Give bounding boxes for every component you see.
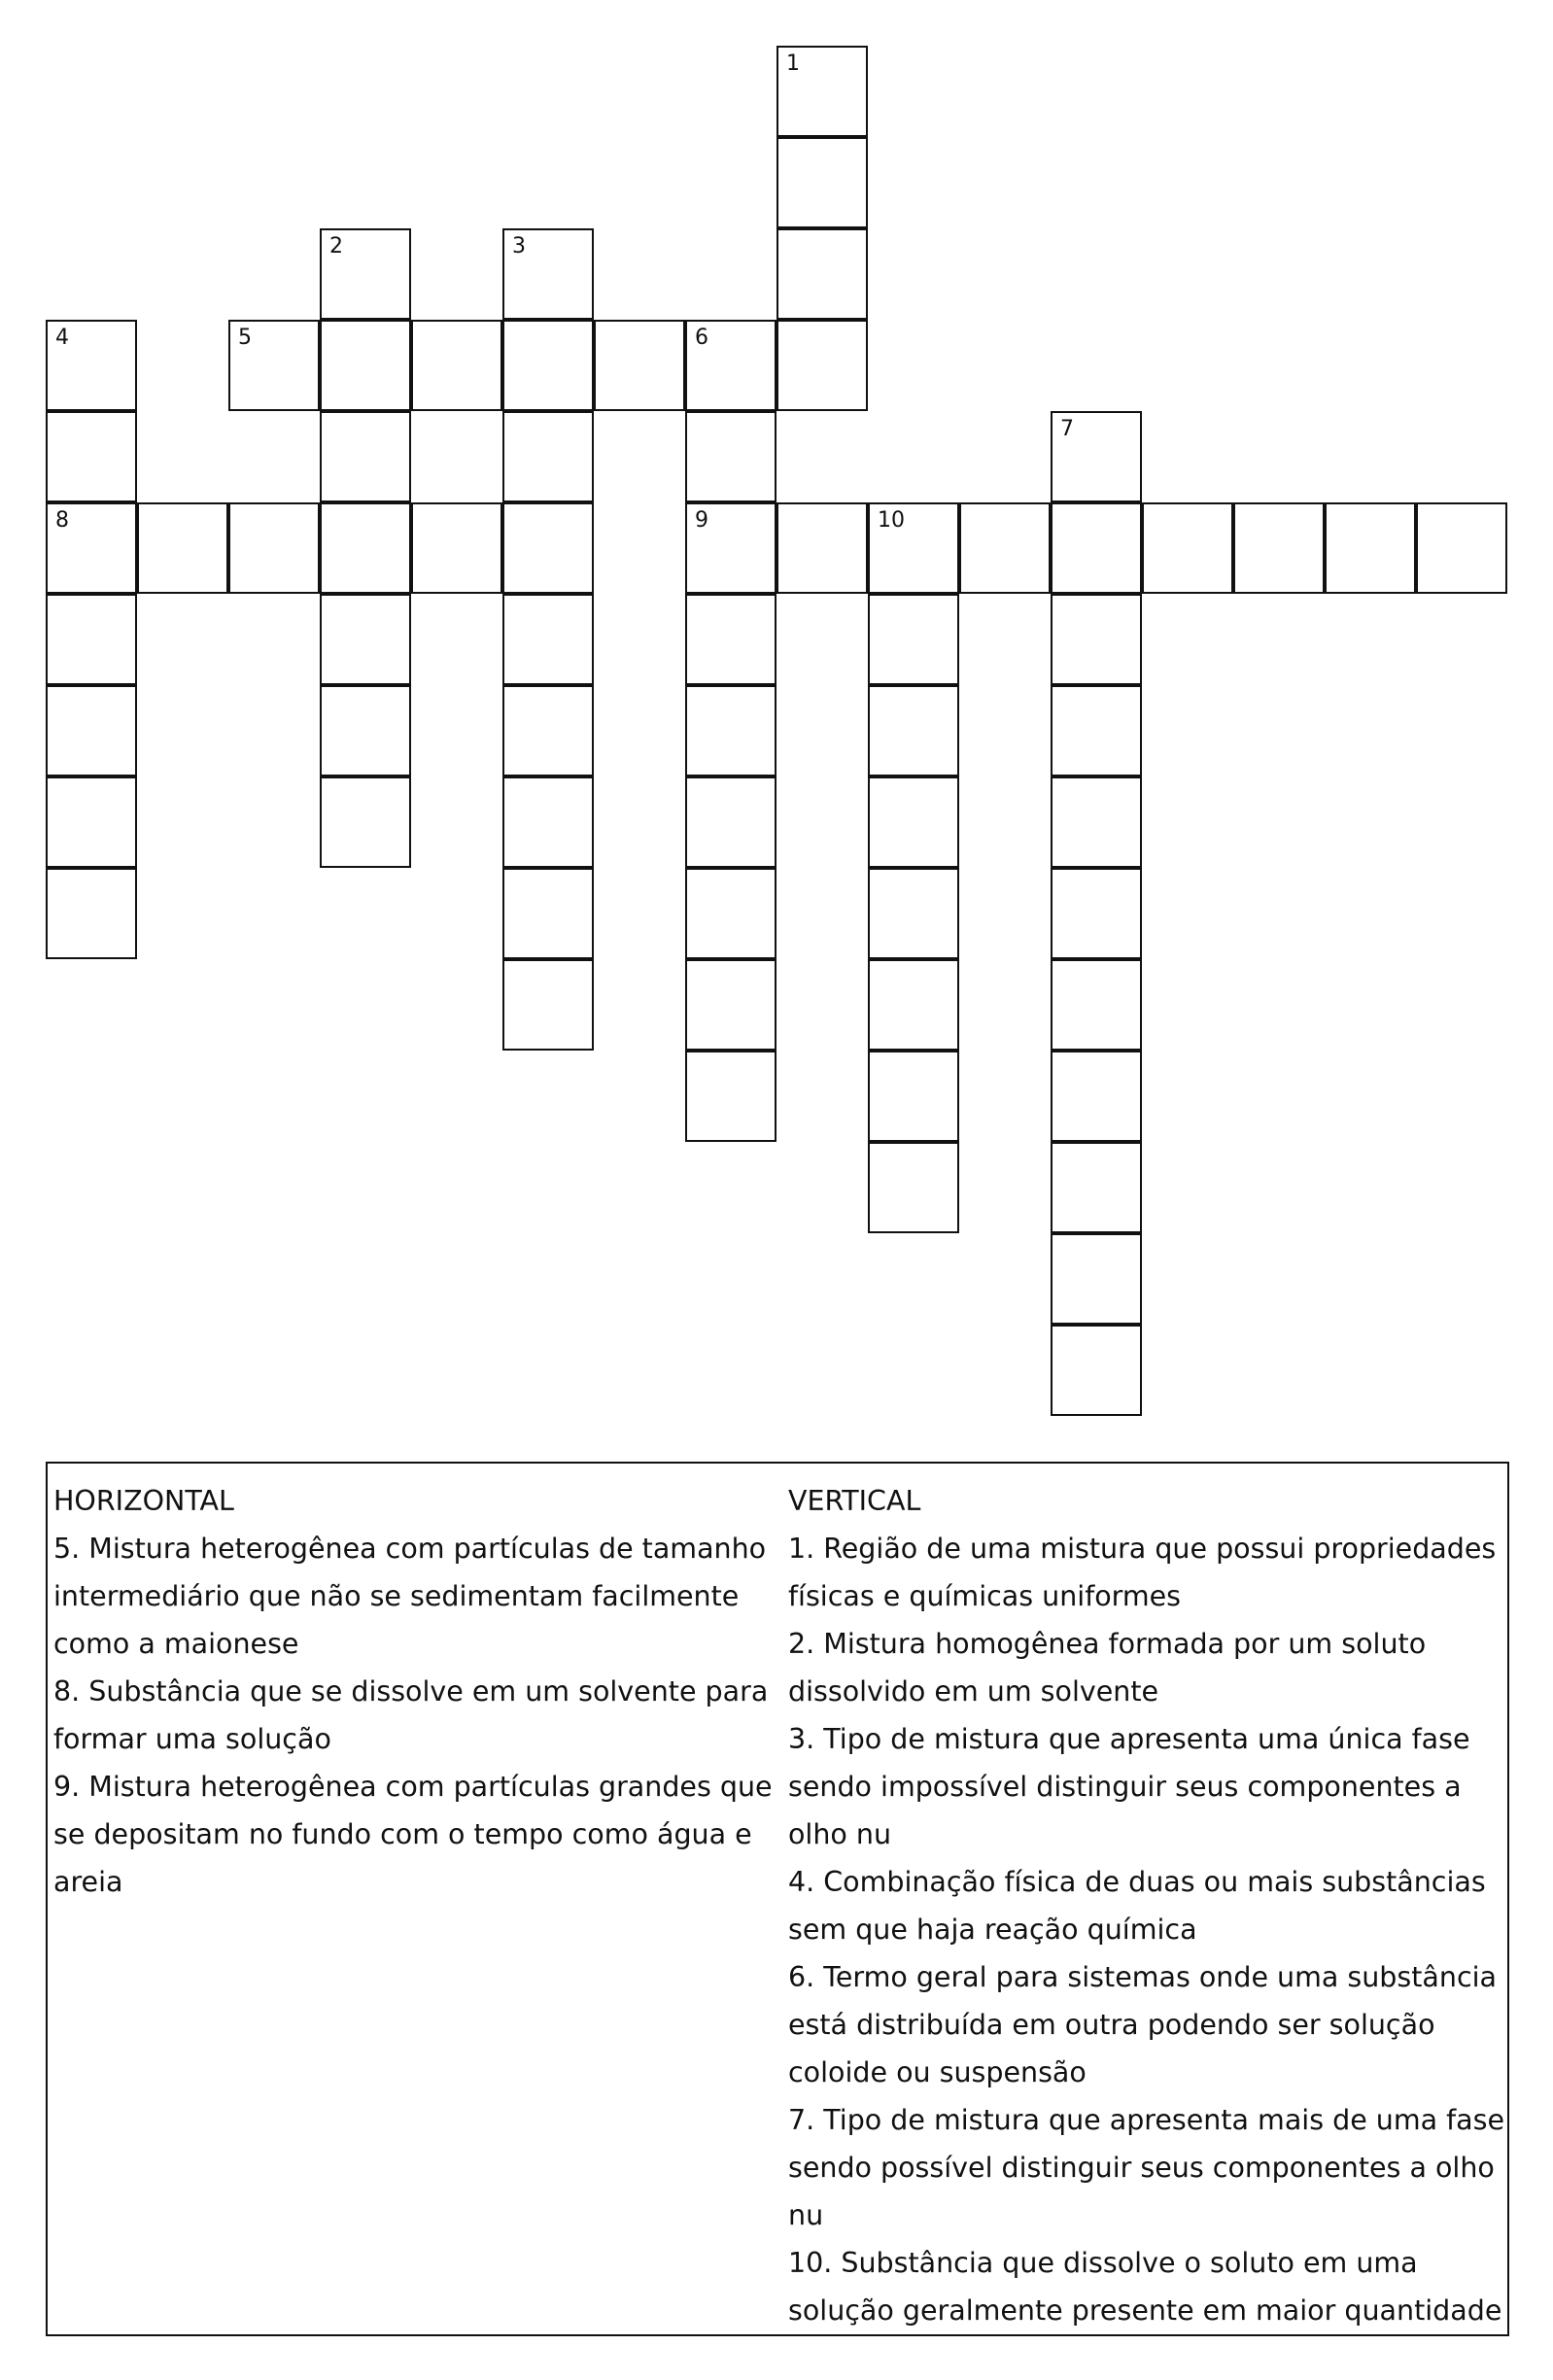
grid-cell[interactable]	[502, 685, 594, 776]
grid-cell[interactable]	[1051, 1051, 1142, 1142]
grid-cell[interactable]	[228, 320, 320, 411]
grid-cell[interactable]	[1051, 868, 1142, 959]
horizontal-heading: HORIZONTAL	[53, 1485, 234, 1517]
clues-box	[46, 1462, 1509, 2336]
grid-cell[interactable]	[868, 1142, 959, 1233]
grid-cell[interactable]	[320, 685, 411, 776]
clue-vertical-1: 1. Região de uma mistura que possui propriedades físicas e químicas uniformes	[788, 1533, 1497, 1612]
grid-cell[interactable]	[1051, 1325, 1142, 1416]
grid-cell[interactable]	[137, 502, 228, 594]
grid-cell[interactable]	[776, 228, 868, 320]
horizontal-clues	[53, 1477, 778, 1906]
grid-cell[interactable]	[868, 776, 959, 868]
clue-vertical-2: 2. Mistura homogênea formada por um soluto dissolvido em um solvente	[788, 1628, 1427, 1707]
clue-number: 2	[329, 234, 343, 259]
grid-cell[interactable]	[46, 868, 137, 959]
grid-cell[interactable]	[1051, 776, 1142, 868]
grid-cell[interactable]	[1051, 502, 1142, 594]
grid-cell[interactable]	[502, 502, 594, 594]
grid-cell[interactable]	[1051, 959, 1142, 1051]
grid-cell[interactable]	[776, 137, 868, 228]
clue-number: 4	[55, 326, 69, 350]
grid-cell[interactable]	[868, 502, 959, 594]
grid-cell[interactable]	[685, 776, 776, 868]
grid-cell[interactable]	[320, 776, 411, 868]
grid-cell[interactable]	[868, 594, 959, 685]
grid-cell[interactable]	[502, 959, 594, 1051]
grid-cell[interactable]	[685, 411, 776, 502]
clue-number: 7	[1060, 417, 1074, 441]
grid-cell[interactable]	[46, 685, 137, 776]
grid-cell[interactable]	[502, 594, 594, 685]
grid-cell[interactable]	[502, 411, 594, 502]
grid-cell[interactable]	[320, 228, 411, 320]
grid-cell[interactable]	[868, 1051, 959, 1142]
clue-horizontal-5: 5. Mistura heterogênea com partículas de tamanho intermediário que não se sedimentam facilmente como a maionese	[53, 1533, 767, 1660]
vertical-clues	[788, 1477, 1505, 2334]
grid-cell[interactable]	[594, 320, 685, 411]
clue-vertical-4: 4. Combinação física de duas ou mais substâncias sem que haja reação química	[788, 1866, 1486, 1946]
clue-vertical-10: 10. Substância que dissolve o soluto em uma solução geralmente presente em maior quantidade	[788, 2247, 1502, 2327]
grid-cell[interactable]	[685, 868, 776, 959]
clue-number: 5	[238, 326, 252, 350]
grid-cell[interactable]	[1051, 685, 1142, 776]
grid-cell[interactable]	[685, 594, 776, 685]
grid-cell[interactable]	[320, 320, 411, 411]
grid-cell[interactable]	[1051, 594, 1142, 685]
clue-vertical-6: 6. Termo geral para sistemas onde uma substância está distribuída em outra podendo ser solução coloide ou suspensão	[788, 1961, 1498, 2088]
grid-cell[interactable]	[685, 1051, 776, 1142]
grid-cell[interactable]	[320, 594, 411, 685]
grid-cell[interactable]	[1233, 502, 1325, 594]
clue-number: 6	[695, 326, 708, 350]
grid-cell[interactable]	[1416, 502, 1507, 594]
grid-cell[interactable]	[502, 868, 594, 959]
vertical-heading: VERTICAL	[788, 1485, 921, 1517]
grid-cell[interactable]	[502, 776, 594, 868]
grid-cell[interactable]	[46, 776, 137, 868]
grid-cell[interactable]	[685, 320, 776, 411]
grid-cell[interactable]	[46, 320, 137, 411]
grid-cell[interactable]	[502, 228, 594, 320]
grid-cell[interactable]	[1325, 502, 1416, 594]
clue-number: 1	[786, 52, 800, 76]
grid-cell[interactable]	[320, 411, 411, 502]
grid-cell[interactable]	[1051, 1233, 1142, 1325]
grid-cell[interactable]	[868, 959, 959, 1051]
grid-cell[interactable]	[1051, 411, 1142, 502]
grid-cell[interactable]	[502, 320, 594, 411]
grid-cell[interactable]	[228, 502, 320, 594]
clue-number: 9	[695, 508, 708, 533]
grid-cell[interactable]	[411, 320, 502, 411]
grid-cell[interactable]	[46, 594, 137, 685]
clue-vertical-3: 3. Tipo de mistura que apresenta uma única fase sendo impossível distinguir seus componentes a olho nu	[788, 1723, 1470, 1850]
grid-cell[interactable]	[685, 685, 776, 776]
grid-cell[interactable]	[868, 868, 959, 959]
clue-horizontal-9: 9. Mistura heterogênea com partículas grandes que se depositam no fundo com o tempo como água e areia	[53, 1771, 773, 1898]
grid-cell[interactable]	[685, 502, 776, 594]
grid-cell[interactable]	[320, 502, 411, 594]
grid-cell[interactable]	[868, 685, 959, 776]
clue-horizontal-8: 8. Substância que se dissolve em um solvente para formar uma solução	[53, 1675, 769, 1755]
clue-number: 8	[55, 508, 69, 533]
grid-cell[interactable]	[776, 502, 868, 594]
grid-cell[interactable]	[411, 502, 502, 594]
grid-cell[interactable]	[1142, 502, 1233, 594]
grid-cell[interactable]	[776, 320, 868, 411]
grid-cell[interactable]	[1051, 1142, 1142, 1233]
grid-cell[interactable]	[776, 46, 868, 137]
clue-number: 3	[512, 234, 526, 259]
grid-cell[interactable]	[46, 411, 137, 502]
grid-cell[interactable]	[685, 959, 776, 1051]
clue-vertical-7: 7. Tipo de mistura que apresenta mais de uma fase sendo possível distinguir seus componentes a olho nu	[788, 2104, 1505, 2231]
grid-cell[interactable]	[46, 502, 137, 594]
grid-cell[interactable]	[959, 502, 1051, 594]
clue-number: 10	[878, 508, 905, 533]
